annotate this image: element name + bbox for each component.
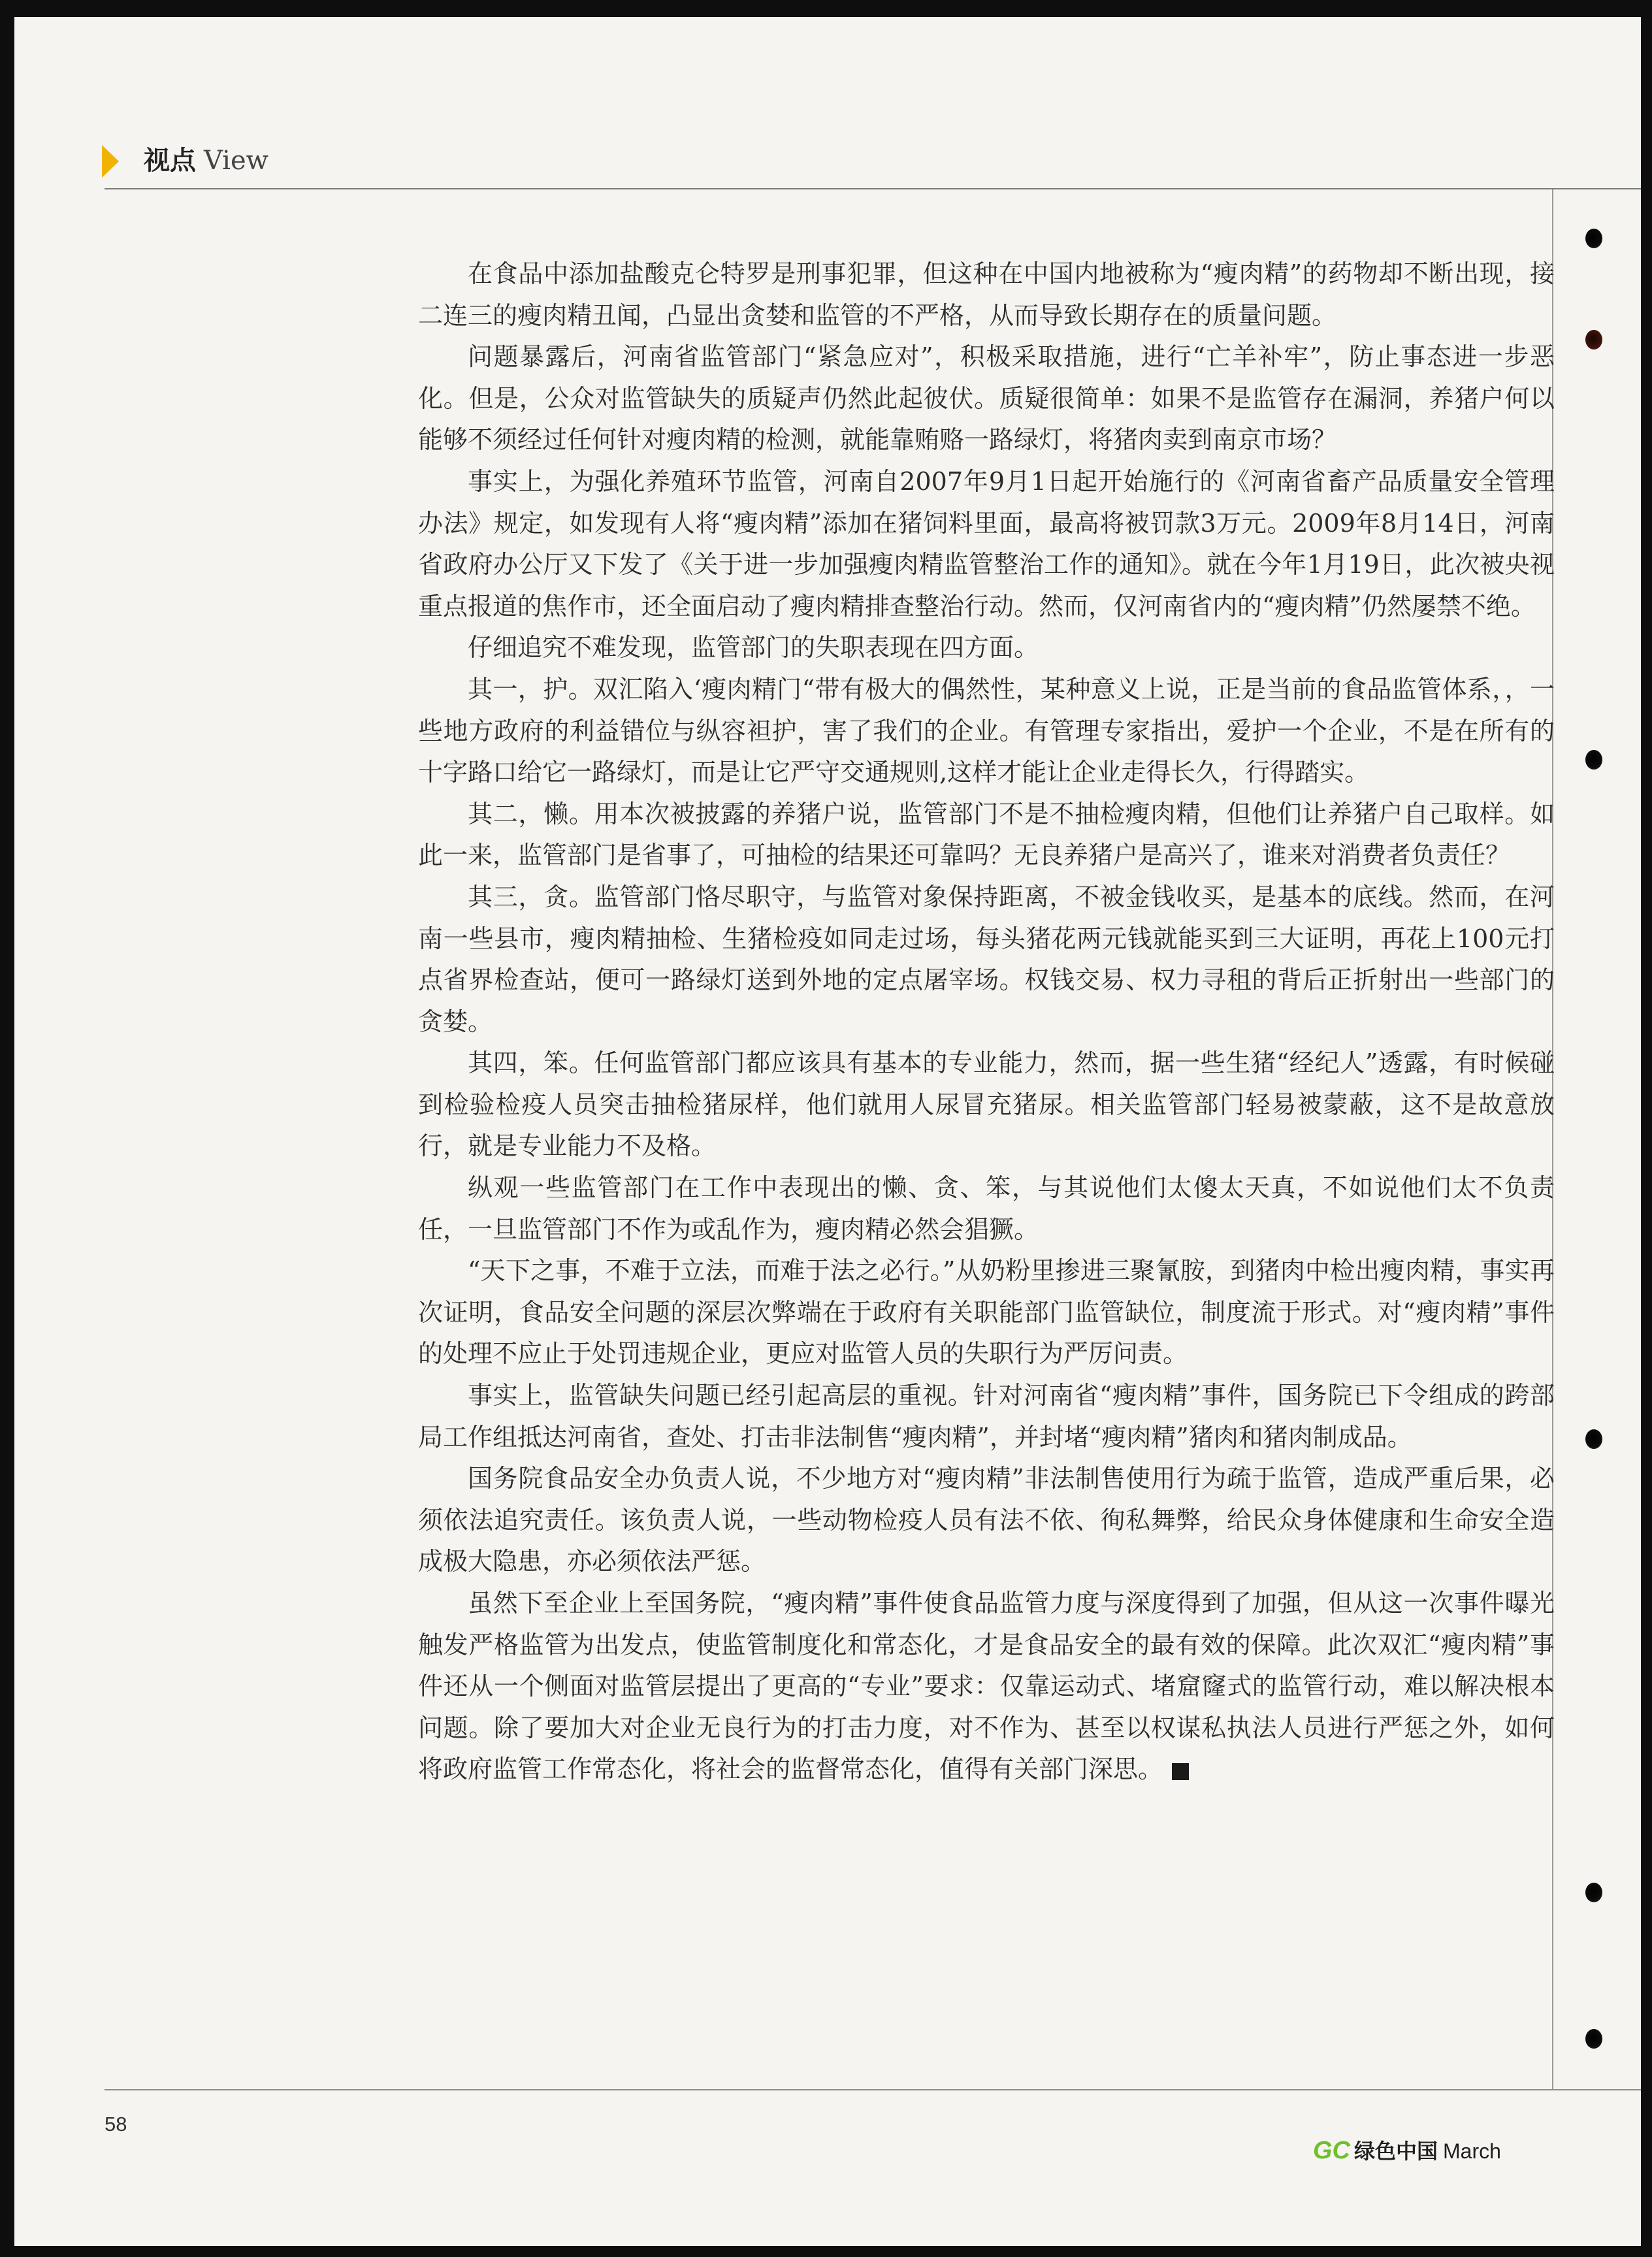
binder-hole-icon <box>1585 1883 1602 1902</box>
article-paragraph: 其一，护。双汇陷入‘瘦肉精门“带有极大的偶然性，某种意义上说，正是当前的食品监管体系，，一些地方政府的利益错位与纵容袒护，害了我们的企业。有管理专家指出，爱护一个企业，不是在所有的十字路口给它一路绿灯，而是让它严守交通规则,这样才能让企业走得长久，行得踏实。 <box>418 674 1555 787</box>
binder-hole-icon <box>1585 330 1602 349</box>
binder-hole-icon <box>1585 1429 1602 1449</box>
binder-hole-icon <box>1585 750 1602 770</box>
binder-hole-icon <box>1585 2029 1602 2049</box>
footer-brand <box>1313 2136 1501 2166</box>
article-paragraph: 其四，笨。任何监管部门都应该具有基本的专业能力，然而，据一些生猪“经纪人”透露，有时候碰到检验检疫人员突击抽检猪尿样，他们就用人尿冒充猪尿。相关监管部门轻易被蒙蔽，这不是故意放行，就是专业能力不及格。 <box>418 1048 1555 1161</box>
article-paragraph: 在食品中添加盐酸克仑特罗是刑事犯罪，但这种在中国内地被称为“瘦肉精”的药物却不断出现，接二连三的瘦肉精丑闻，凸显出贪婪和监管的不严格，从而导致长期存在的质量问题。 <box>418 259 1555 330</box>
end-mark-icon <box>1172 1763 1189 1780</box>
article-paragraph: 纵观一些监管部门在工作中表现出的懒、贪、笨，与其说他们太傻太天真，不如说他们太不负责任，一旦监管部门不作为或乱作为，瘦肉精必然会猖獗。 <box>418 1173 1555 1244</box>
article-paragraph: 问题暴露后，河南省监管部门“紧急应对”，积极采取措施，进行“亡羊补牢”，防止事态进一步恶化。但是，公众对监管缺失的质疑声仍然此起彼伏。质疑很简单：如果不是监管存在漏洞，养猪户何以能够不须经过任何针对瘦肉精的检测，就能靠贿赂一路绿灯，将猪肉卖到南京市场？ <box>418 342 1555 455</box>
section-title <box>144 144 268 178</box>
magazine-name: 绿色中国 <box>1354 2139 1438 2164</box>
article-paragraph: 事实上，监管缺失问题已经引起高层的重视。针对河南省“瘦肉精”事件，国务院已下令组成的跨部局工作组抵达河南省，查处、打击非法制售“瘦肉精”，并封堵“瘦肉精”猪肉和猪肉制成品。 <box>418 1381 1555 1452</box>
article-paragraph-last <box>418 1583 1555 1791</box>
issue-month: March <box>1443 2139 1501 2163</box>
header-divider <box>105 188 1641 189</box>
article-paragraph: 国务院食品安全办负责人说，不少地方对“瘦肉精”非法制售使用行为疏于监管，造成严重后果，必须依法追究责任。该负责人说，一些动物检疫人员有法不依、徇私舞弊，给民众身体健康和生命安全造成极大隐患，亦必须依法严惩。 <box>418 1464 1555 1576</box>
page-number: 58 <box>105 2113 127 2135</box>
article-paragraph-text: 虽然下至企业上至国务院，“瘦肉精”事件使食品监管力度与深度得到了加强，但从这一次事件曝光触发严格监管为出发点，使监管制度化和常态化，才是食品安全的最有效的保障。此次双汇“瘦肉精”事件还从一个侧面对监管层提出了更高的“专业”要求：仅靠运动式、堵窟窿式的监管行动，难以解决根本问题。除了要加大对企业无良行为的打击力度，对不作为、甚至以权谋私执法人员进行严惩之外，如何将政府监管工作常态化，将社会的监督常态化，值得有关部门深思。 <box>418 1589 1555 1784</box>
section-title-en: View <box>204 146 268 176</box>
binder-hole-icon <box>1585 229 1602 248</box>
section-title-cn: 视点 <box>144 146 196 176</box>
section-marker-icon <box>102 145 119 178</box>
article-paragraph: 仔细追究不难发现，监管部门的失职表现在四方面。 <box>468 633 1039 662</box>
article-paragraph: “天下之事，不难于立法，而难于法之必行。”从奶粉里掺进三聚氰胺，到猪肉中检出瘦肉精，事实再次证明，食品安全问题的深层次弊端在于政府有关职能部门监管缺位，制度流于形式。对“瘦肉精”事件的处理不应止于处罚违规企业，更应对监管人员的失职行为严厉问责。 <box>418 1256 1555 1369</box>
article-paragraph: 其二，懒。用本次被披露的养猪户说，监管部门不是不抽检瘦肉精，但他们让养猪户自己取样。如此一来，监管部门是省事了，可抽检的结果还可靠吗？无良养猪户是高兴了，谁来对消费者负责任？ <box>418 799 1555 870</box>
article-paragraph: 事实上，为强化养殖环节监管，河南自2007年9月1日起开始施行的《河南省畜产品质量安全管理办法》规定，如发现有人将“瘦肉精”添加在猪饲料里面，最高将被罚款3万元。2009年8月14日，河南省政府办公厅又下发了《关于进一步加强瘦肉精监管整治工作的通知》。就在今年1月19日，此次被央视重点报道的焦作市，还全面启动了瘦肉精排查整治行动。然而，仅河南省内的“瘦肉精”仍然屡禁不绝。 <box>418 466 1555 621</box>
article-paragraph: 其三，贪。监管部门恪尽职守，与监管对象保持距离，不被金钱收买，是基本的底线。然而，在河南一些县市，瘦肉精抽检、生猪检疫如同走过场，每头猪花两元钱就能买到三大证明，再花上100元打点省界检查站，便可一路绿灯送到外地的定点屠宰场。权钱交易、权力寻租的背后正折射出一些部门的贪婪。 <box>418 882 1555 1036</box>
article-body <box>418 253 1555 1791</box>
footer-divider <box>105 2089 1641 2090</box>
gc-logo: GC <box>1313 2137 1350 2164</box>
